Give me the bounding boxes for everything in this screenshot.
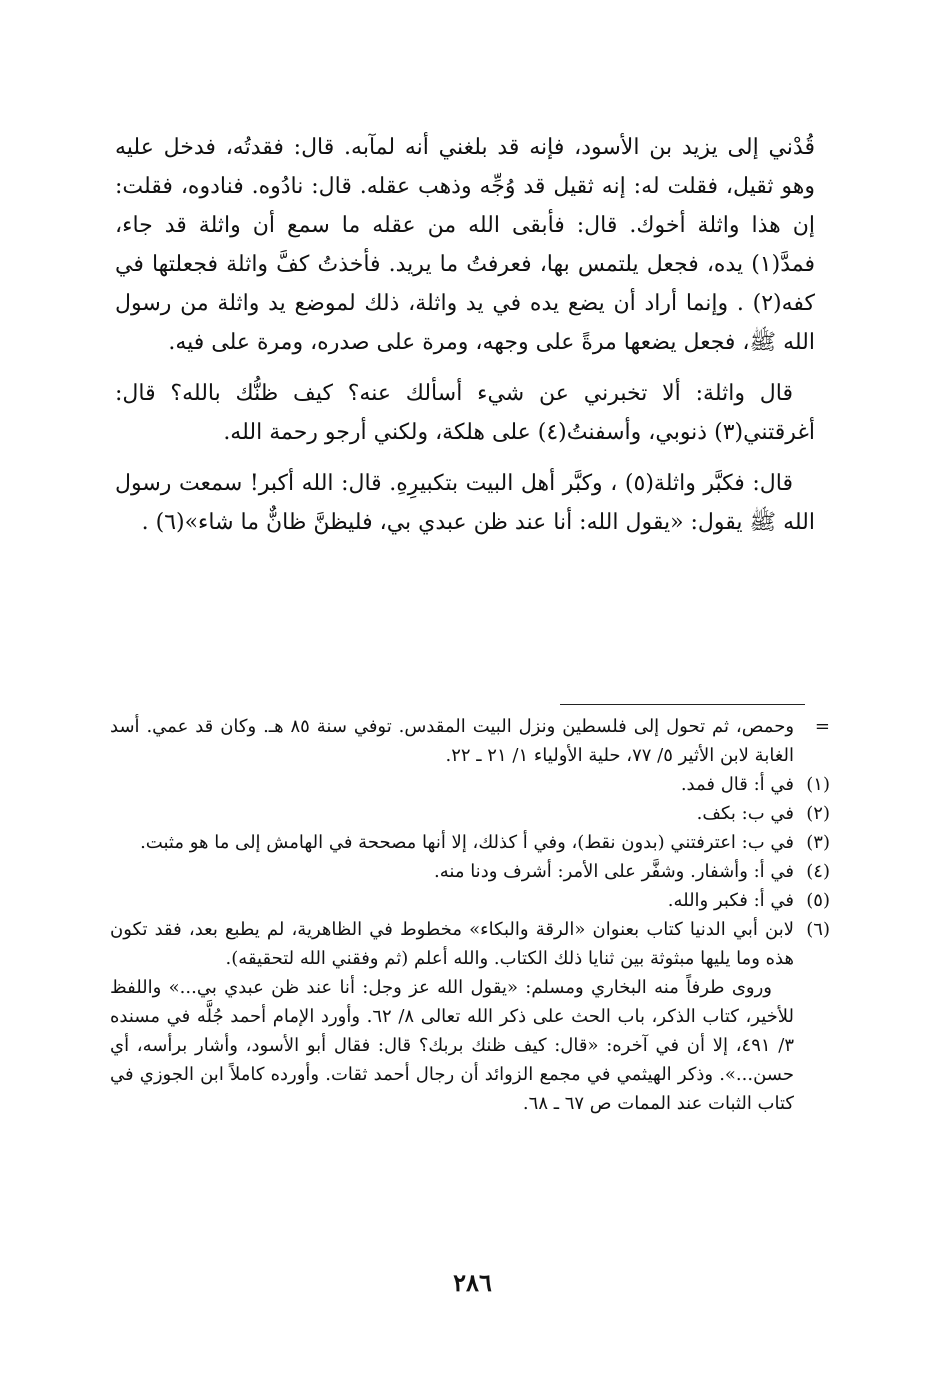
footnote-3 (110, 828, 830, 857)
footnote-separator-rule (560, 704, 805, 705)
footnote-1 (110, 770, 830, 799)
footnote-number: (٥) (806, 890, 830, 911)
main-text-block (115, 128, 815, 554)
footnote-continued (110, 712, 830, 770)
footnote-number: (٤) (806, 861, 830, 882)
footnote-4 (110, 857, 830, 886)
footnotes-block (110, 712, 830, 1118)
footnote-text: وروى طرفاً منه البخاري ومسلم: «يقول الله عز وجل: أنا عند ظن عبدي بي...» واللفظ للأخير، كتاب الذكر، باب الحث على ذكر الله تعالى ٨/ ٦٢. وأورد الإمام أحمد جُلَّه في مسنده ٣/ ٤٩١، إلا أن في آخره: «قال: كيف ظنك بربك؟ قال: فقال أبو الأسود، وأشار برأسه، أي حسن...». وذكر الهيثمي في مجمع الزوائد أن رجال أحمد ثقات. وأورده كاملاً ابن الجوزي في كتاب الثبات عند الممات ص ٦٧ ـ ٦٨. (110, 977, 795, 1114)
footnote-number: (٢) (806, 803, 830, 824)
footnote-5 (110, 886, 830, 915)
footnote-2 (110, 799, 830, 828)
main-paragraph-1: قُدْني إلى يزيد بن الأسود، فإنه قد بلغني أنه لمآبه. قال: فقدتُه، فدخل عليه وهو ثقيل، فقلت له: إنه ثقيل قد وُجِّه وذهب عقله. قال: نادُوه. فنادوه، فقلت: إن هذا واثلة أخوك. قال: فأبقى الله من عقله ما سمع أن واثلة قد جاء، فمدَّ(١) يده، فجعل يلتمس بها، فعرفتُ ما يريد. فأخذتُ كفَّ واثلة فجعلتها في كفه(٢) . وإنما أراد أن يضع يده في يد واثلة، ذلك لموضع يد واثلة من رسول الله ﷺ، فجعل يضعها مرةً على وجهه، ومرة على صدره، ومرة على فيه. (115, 135, 815, 355)
main-paragraph-3: قال: فكبَّر واثلة(٥) ، وكبَّر أهل البيت بتكبيرِهِ. قال: الله أكبر! سمعت رسول الله ﷺ يقول: «يقول الله: أنا عند ظن عبدي بي، فليظنَّ ظانٌّ ما شاء»(٦) . (115, 471, 815, 535)
footnote-text: في أ: قال فمد. (680, 774, 794, 795)
footnote-6 (110, 915, 830, 973)
footnote-text: في أ: وأشفار. وشفَّر على الأمر: أشرف ودنا منه. (434, 861, 794, 882)
footnote-text: في أ: فكبر والله. (667, 890, 794, 911)
footnote-continued-mark: = (814, 716, 830, 737)
main-paragraph-2: قال واثلة: ألا تخبرني عن شيء أسألك عنه؟ كيف ظنُّك بالله؟ قال: أغرقتني(٣) ذنوبي، وأسفنتُ(٤) على هلكة، ولكني أرجو رحمة الله. (115, 381, 815, 445)
footnote-6-continuation (110, 973, 830, 1118)
footnote-continued-text: وحمص، ثم تحول إلى فلسطين ونزل البيت المقدس. توفي سنة ٨٥ هـ. وكان قد عمي. أسد الغابة لابن الأثير ٥/ ٧٧، حلية الأولياء ١/ ٢١ ـ ٢٢. (110, 716, 795, 766)
footnote-number: (١) (806, 774, 830, 795)
page-number: ٢٨٦ (453, 1268, 492, 1297)
footnote-text: في ب: اعترفتني (بدون نقط)، وفي أ كذلك، إلا أنها مصححة في الهامش إلى ما هو مثبت. (140, 832, 794, 853)
footnote-text: في ب: بكف. (696, 803, 794, 824)
footnote-number: (٦) (806, 919, 830, 940)
footnote-text: لابن أبي الدنيا كتاب بعنوان «الرقة والبكاء» مخطوط في الظاهرية، لم يطبع بعد، فقد تكون هذه وما يليها مبثوثة بين ثنايا ذلك الكتاب. والله أعلم (ثم وفقني الله لتحقيقه). (110, 919, 794, 969)
footnote-number: (٣) (806, 832, 830, 853)
